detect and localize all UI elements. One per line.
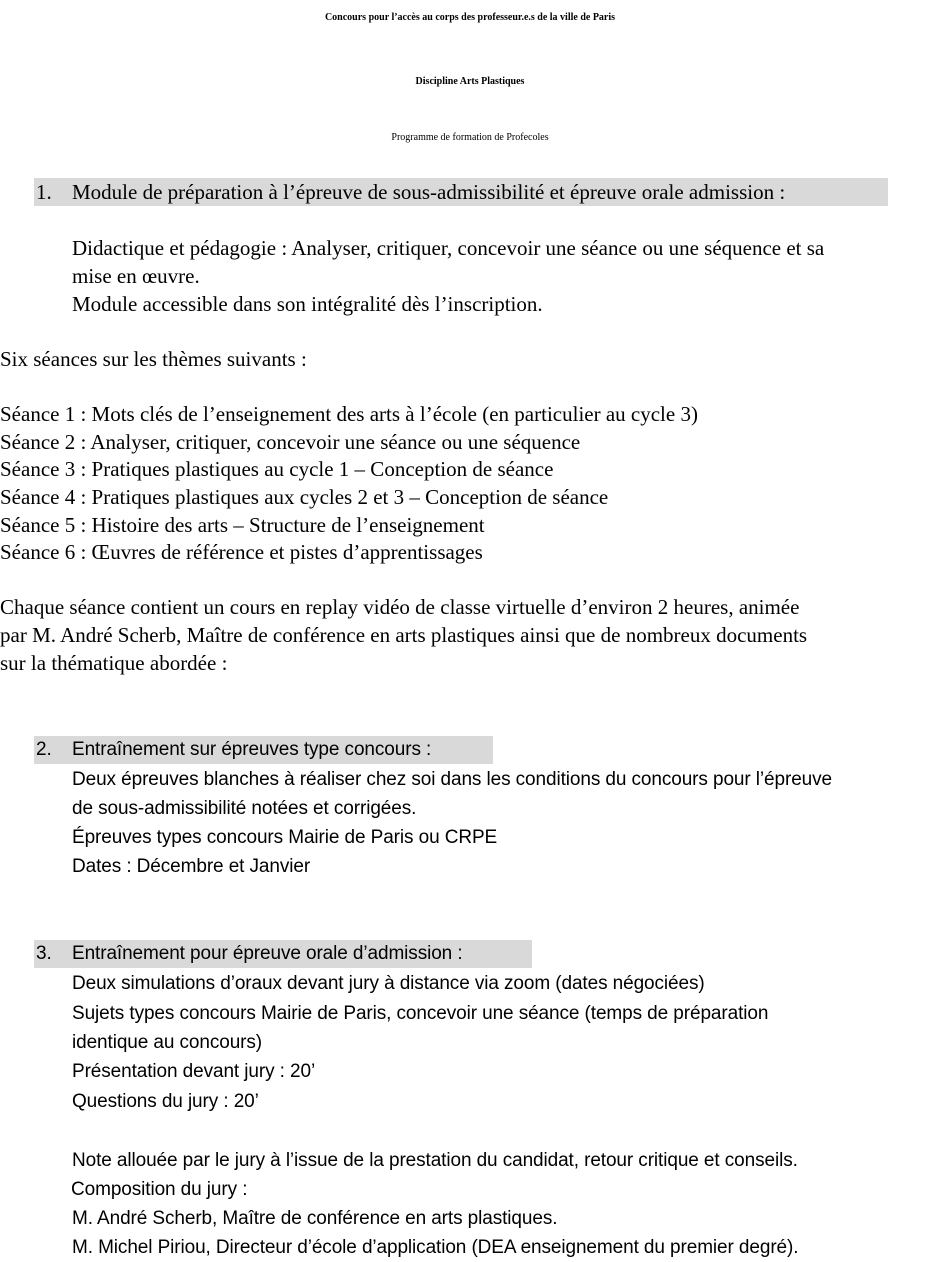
section-2-number: 2. (36, 739, 52, 760)
section-3-line: Questions du jury : 20’ (72, 1091, 259, 1112)
section-3-line: Présentation devant jury : 20’ (72, 1061, 316, 1082)
document-title: Concours pour l’accès au corps des professeur.e.s de la ville de Paris (324, 12, 616, 23)
section-3-note-line: Composition du jury : (71, 1179, 248, 1200)
section-2-line: Épreuves types concours Mairie de Paris ou CRPE (72, 827, 498, 848)
session-item: Séance 1 : Mots clés de l’enseignement des arts à l’école (en particulier au cycle 3) (0, 402, 698, 426)
section-2-line: Deux épreuves blanches à réaliser chez soi dans les conditions du concours pour l’épreuve (72, 769, 832, 790)
section-2-line: Dates : Décembre et Janvier (72, 856, 311, 877)
session-item: Séance 3 : Pratiques plastiques au cycle 1 – Conception de séance (0, 457, 554, 481)
section-3-line: Sujets types concours Mairie de Paris, concevoir une séance (temps de préparation (72, 1003, 769, 1024)
section-3-line: Deux simulations d’oraux devant jury à distance via zoom (dates négociées) (72, 973, 705, 994)
session-item: Séance 6 : Œuvres de référence et pistes d’apprentissages (0, 540, 483, 564)
section-1-heading: Module de préparation à l’épreuve de sous-admissibilité et épreuve orale admission : (72, 180, 786, 204)
session-item: Séance 4 : Pratiques plastiques aux cycles 2 et 3 – Conception de séance (0, 485, 609, 509)
section-1-description-line-3: Module accessible dans son intégralité dès l’inscription. (72, 292, 543, 316)
section-3-line: identique au concours) (72, 1032, 263, 1053)
section-1-description-line-1: Didactique et pédagogie : Analyser, critiquer, concevoir une séance ou une séquence et sa (72, 236, 825, 260)
sessions-detail-line-1: Chaque séance contient un cours en replay vidéo de classe virtuelle d’environ 2 heures, animée (0, 595, 800, 619)
section-1-number: 1. (36, 180, 52, 204)
section-2-heading: Entraînement sur épreuves type concours : (72, 739, 432, 760)
section-1-description-line-2: mise en œuvre. (72, 264, 200, 288)
discipline-title: Discipline Arts Plastiques (415, 76, 525, 87)
document-subtitle: Programme de formation de Profecoles (391, 132, 549, 143)
sessions-intro: Six séances sur les thèmes suivants : (0, 347, 307, 371)
section-3-heading: Entraînement pour épreuve orale d’admission : (72, 943, 463, 964)
section-3-note-line: M. André Scherb, Maître de conférence en arts plastiques. (72, 1208, 558, 1229)
session-item: Séance 5 : Histoire des arts – Structure de l’enseignement (0, 513, 485, 537)
sessions-detail-line-3: sur la thématique abordée : (0, 651, 228, 675)
sessions-detail-line-2: par M. André Scherb, Maître de conférence en arts plastiques ainsi que de nombreux documents (0, 623, 808, 647)
section-3-note-line: Note allouée par le jury à l’issue de la prestation du candidat, retour critique et conseils. (72, 1150, 798, 1171)
section-3-note-line: M. Michel Piriou, Directeur d’école d’application (DEA enseignement du premier degré). (72, 1237, 799, 1258)
session-item: Séance 2 : Analyser, critiquer, concevoir une séance ou une séquence (0, 430, 581, 454)
section-3-number: 3. (36, 943, 52, 964)
section-2-line: de sous-admissibilité notées et corrigées. (72, 798, 417, 819)
